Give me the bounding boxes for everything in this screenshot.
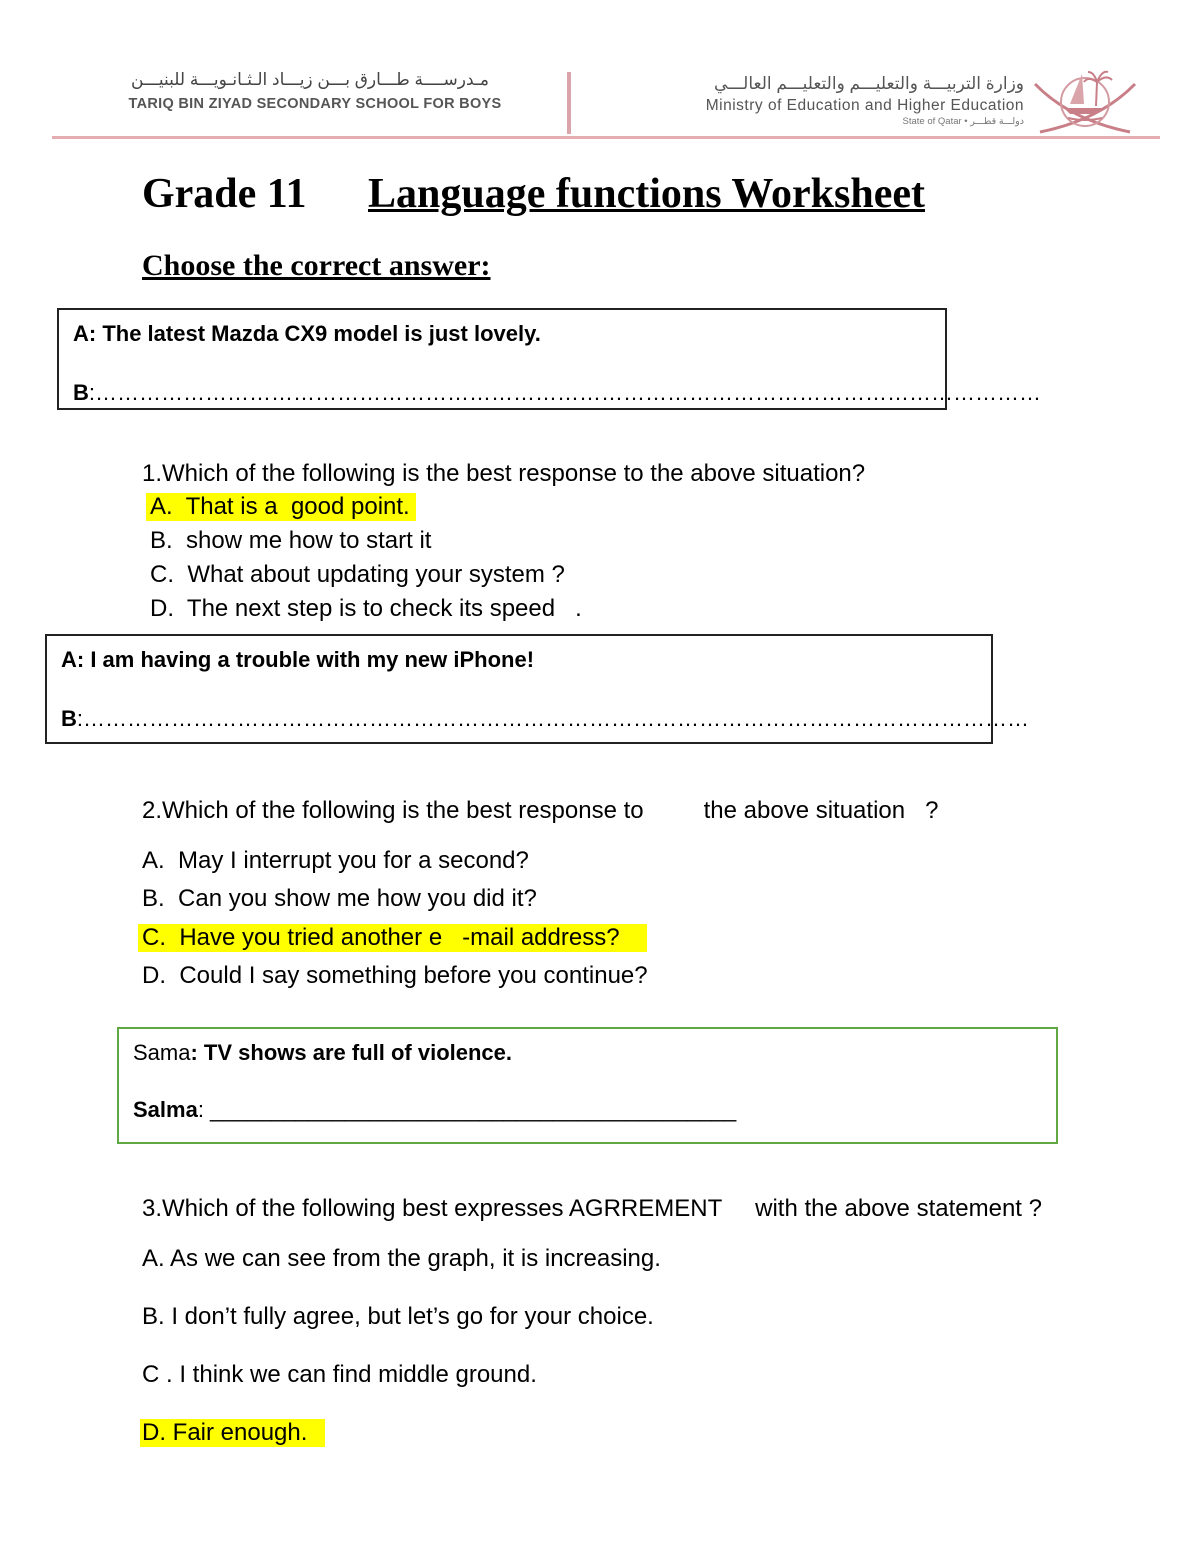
- dialogue-2-line-b[interactable]: [61, 706, 1030, 732]
- school-name-english: TARIQ BIN ZIYAD SECONDARY SCHOOL FOR BOYS: [128, 96, 502, 112]
- question-3-prompt: 3.Which of the following best expresses AGRREMENT with the above statement ?: [142, 1195, 1042, 1222]
- answer-blank[interactable]: :…………………………………………………………………………………………………………………: [88, 380, 1042, 405]
- question-1-option-d[interactable]: D. The next step is to check its speed .: [150, 595, 582, 622]
- instruction-heading: Choose the correct answer:: [142, 249, 491, 282]
- question-2-option-d[interactable]: D. Could I say something before you continue?: [142, 962, 648, 989]
- question-2-option-c[interactable]: C. Have you tried another e -mail address?: [138, 924, 647, 952]
- speaker-label: Salma: [133, 1097, 198, 1122]
- question-2-option-b[interactable]: B. Can you show me how you did it?: [142, 885, 537, 912]
- grade-label: Grade 11: [142, 171, 307, 217]
- dialogue-2-line-a: [61, 647, 534, 673]
- speaker-label: Sama: [133, 1040, 191, 1065]
- question-1-prompt: 1.Which of the following is the best response to the above situation?: [142, 460, 866, 487]
- question-1-option-c[interactable]: C. What about updating your system ?: [150, 561, 565, 588]
- dialogue-3-line-b[interactable]: [133, 1097, 848, 1123]
- ministry-name-arabic: وزارة التربيـــة والتعليـــم والتعليـــم العالـــي: [714, 74, 1024, 93]
- ministry-name-english: Ministry of Education and Higher Education: [705, 97, 1024, 114]
- question-3-option-b[interactable]: B. I don’t fully agree, but let’s go for your choice.: [142, 1303, 654, 1330]
- question-2-prompt: 2.Which of the following is the best response to the above situation ?: [142, 797, 939, 824]
- speaker-label: B: [61, 706, 77, 731]
- dialogue-1-line-b[interactable]: [73, 380, 1042, 406]
- worksheet-title: Language functions Worksheet: [368, 171, 925, 217]
- speaker-label: B: [73, 380, 89, 405]
- dialogue-3-line-a: [133, 1040, 512, 1066]
- dialogue-1-line-a: [73, 321, 541, 347]
- dialogue-text: : The latest Mazda CX9 model is just lovely.: [88, 321, 541, 346]
- header-underline: [52, 136, 1160, 139]
- question-1-option-b[interactable]: B. show me how to start it: [150, 527, 432, 554]
- speaker-label: A: [73, 321, 89, 346]
- school-name-arabic: مـدرســــة طـــارق بـــن زيـــاد الـثـانـويـــة للبنيـــن: [131, 70, 489, 89]
- question-3-option-c[interactable]: C . I think we can find middle ground.: [142, 1361, 537, 1388]
- question-3-option-a[interactable]: A. As we can see from the graph, it is increasing.: [142, 1245, 661, 1272]
- speaker-label: A: [61, 647, 77, 672]
- state-of-qatar-label: State of Qatar • دولـــة قطـــر: [902, 116, 1024, 127]
- question-1-option-a[interactable]: A. That is a good point.: [146, 493, 416, 521]
- question-3-option-d[interactable]: D. Fair enough.: [140, 1419, 325, 1447]
- answer-blank[interactable]: :…………………………………………………………………………………………………………………: [76, 706, 1030, 731]
- question-2-option-a[interactable]: A. May I interrupt you for a second?: [142, 847, 529, 874]
- dialogue-text: : TV shows are full of violence.: [190, 1040, 512, 1065]
- dialogue-text: : I am having a trouble with my new iPhone!: [76, 647, 535, 672]
- answer-blank[interactable]: : ___________________________________________: [197, 1097, 737, 1122]
- header-divider: [567, 72, 571, 134]
- qatar-emblem-icon: [1030, 62, 1140, 134]
